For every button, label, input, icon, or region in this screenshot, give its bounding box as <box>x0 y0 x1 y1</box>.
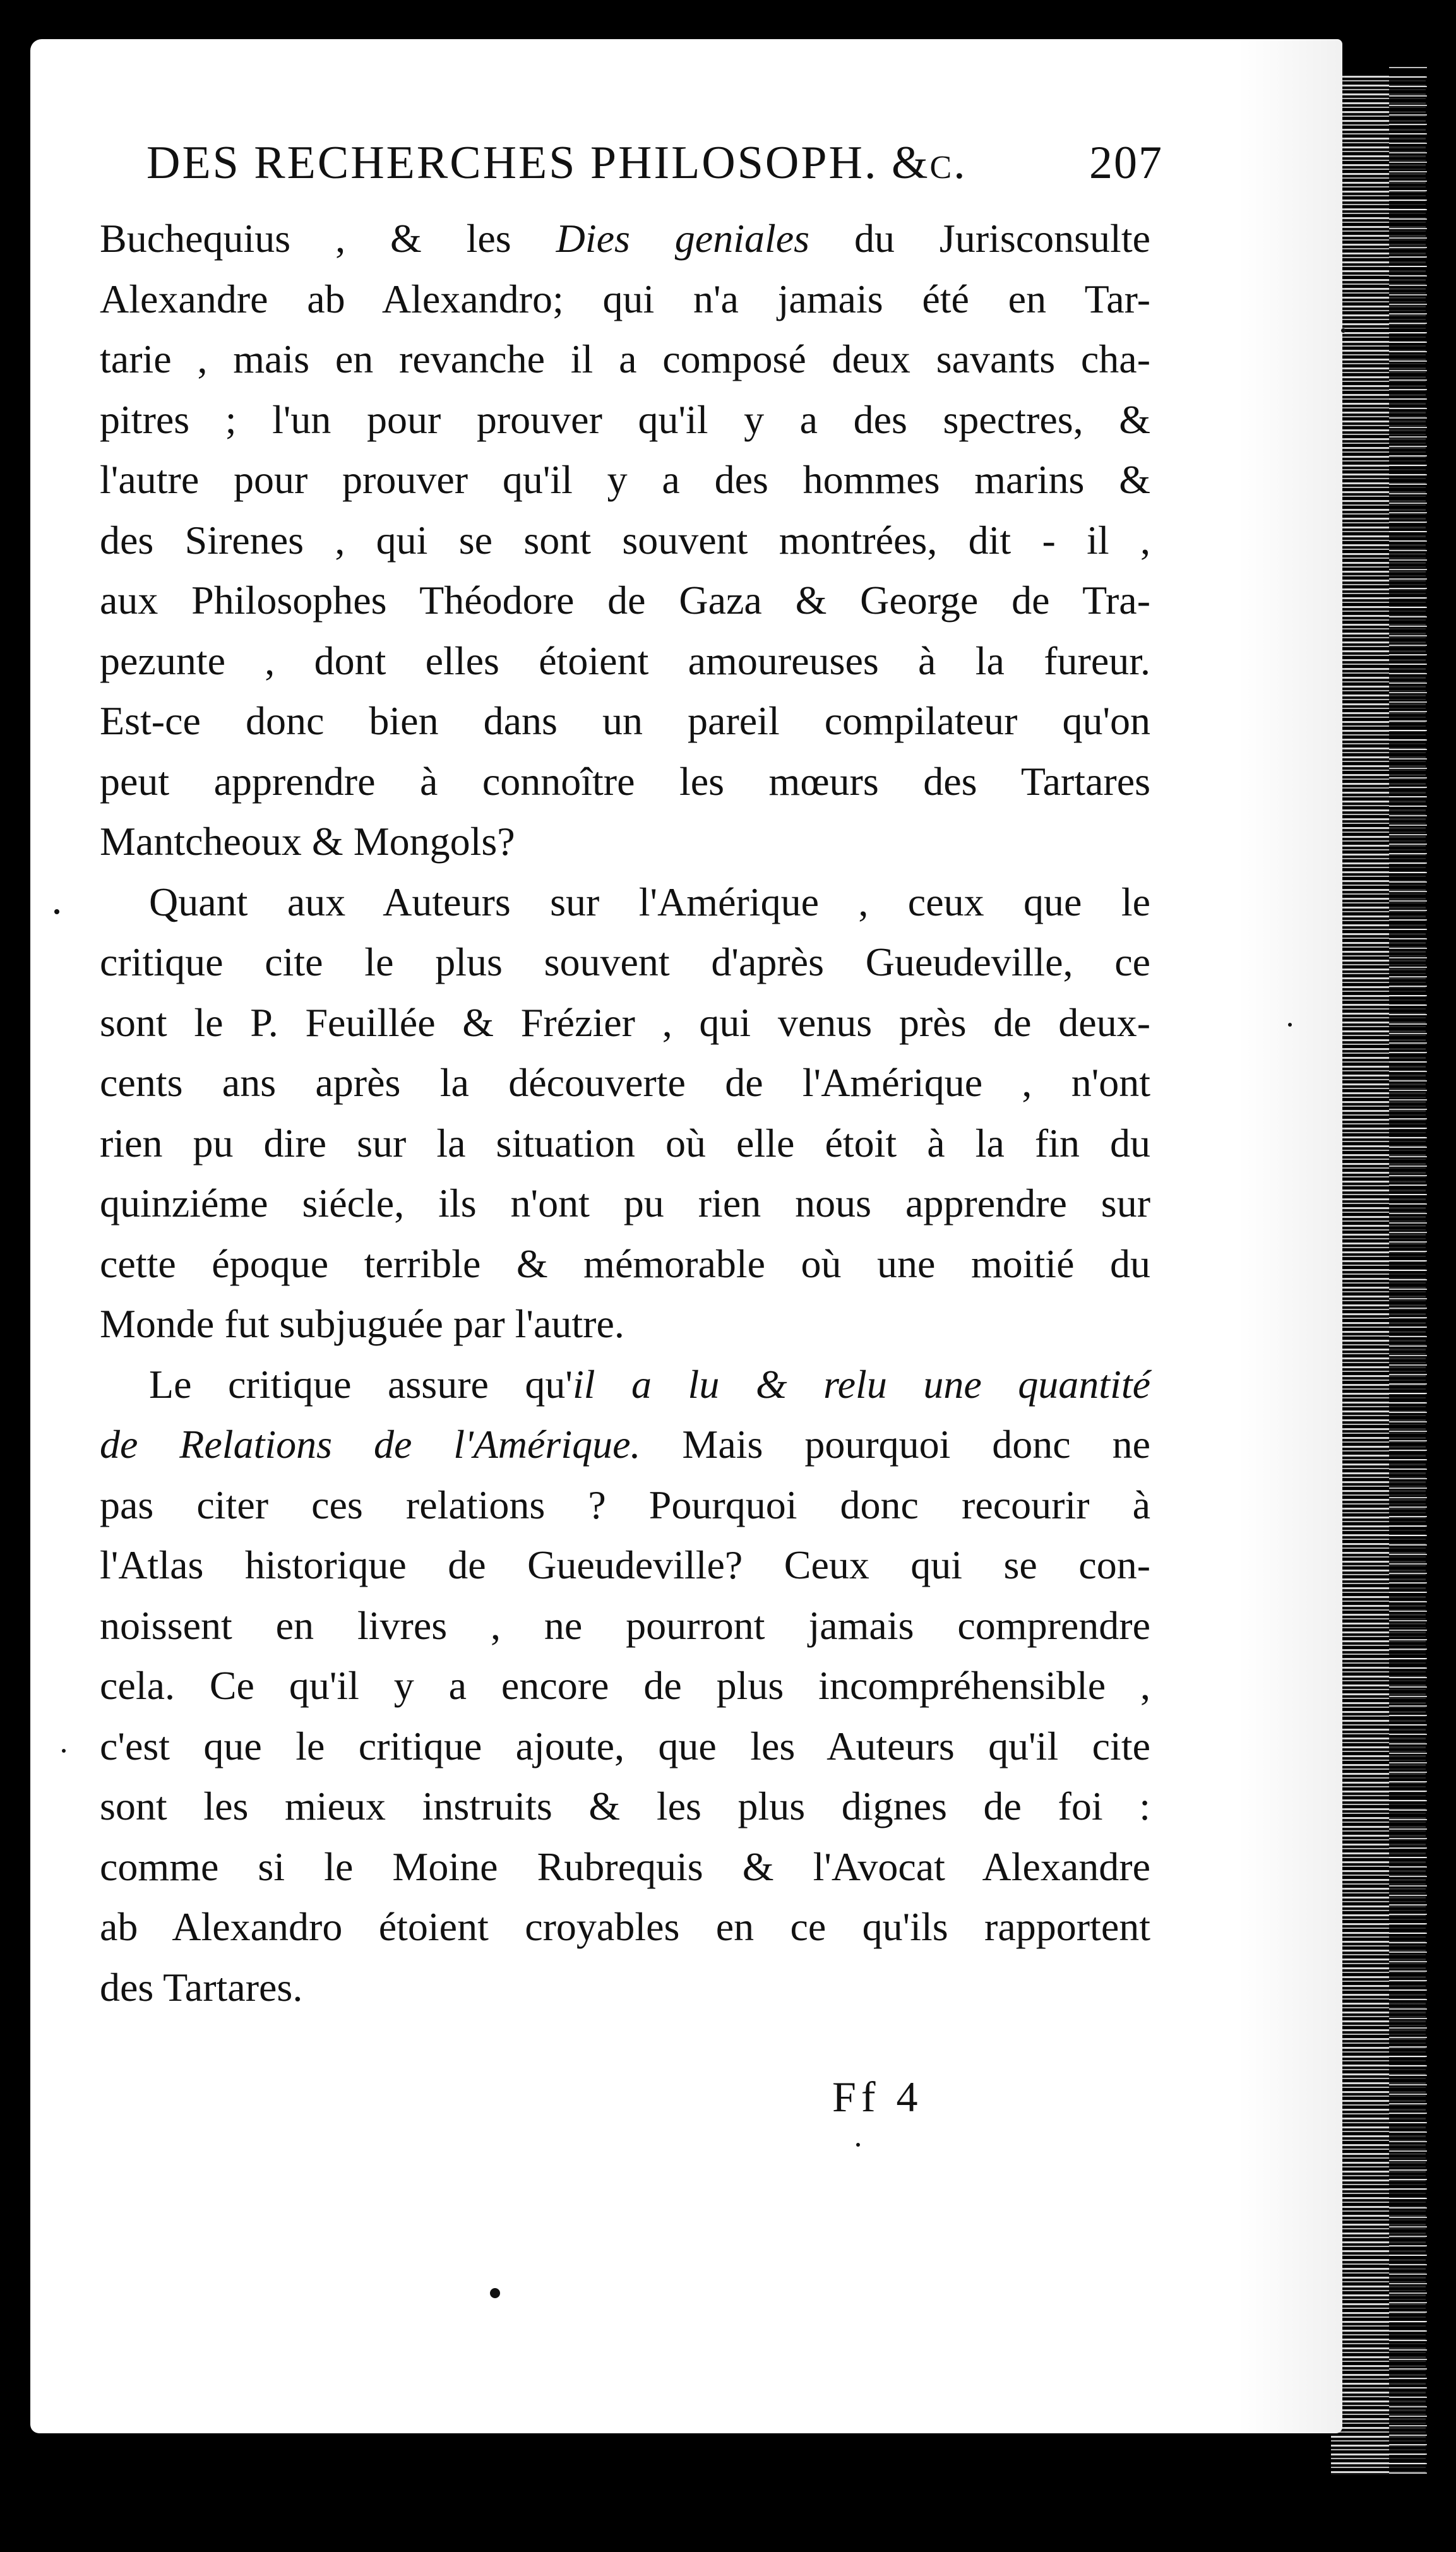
text-line: Quant aux Auteurs sur l'Amérique , ceux que le <box>149 879 1150 924</box>
text-line: cette époque terrible & mémorable où une moitié du <box>100 1241 1150 1286</box>
text-line: des Sirenes , qui se sont souvent montrées, dit - il , <box>100 517 1150 563</box>
text-line: l'autre pour prouver qu'il y a des hommes marins & <box>100 457 1150 502</box>
text-line: l'Atlas historique de Gueudeville? Ceux qui se con- <box>100 1542 1150 1587</box>
ink-speck <box>1288 1023 1292 1027</box>
text-line: tarie , mais en revanche il a composé deux savants cha- <box>100 337 1150 381</box>
running-head <box>146 136 1163 190</box>
text-line: critique cite le plus souvent d'après Gueudeville, ce <box>100 939 1150 984</box>
running-head-title: DES RECHERCHES PHILOSOPH. &c. <box>146 137 967 189</box>
text-line: Mantcheoux & Mongols? <box>100 819 515 864</box>
text-line: Monde fut subjuguée par l'autre. <box>100 1301 624 1346</box>
page-edges-outer <box>1389 63 1427 2481</box>
ink-speck <box>856 2143 860 2147</box>
text-line: c'est que le critique ajoute, que les Auteurs qu'il cite <box>100 1723 1150 1768</box>
text-line: noissent en livres , ne pourront jamais comprendre <box>100 1602 1150 1648</box>
page-number: 207 <box>1089 137 1163 189</box>
text-line: pitres ; l'un pour prouver qu'il y a des spectres, & <box>100 397 1150 442</box>
ink-speck <box>1341 328 1346 333</box>
text-line: Alexandre ab Alexandro; qui n'a jamais été en Tar- <box>100 276 1150 321</box>
text-line: Buchequius , & les Dies geniales du Jurisconsulte <box>100 216 1151 261</box>
text-line: cents ans après la découverte de l'Amérique , n'ont <box>100 1060 1150 1105</box>
text-line: quinziéme siécle, ils n'ont pu rien nous apprendre sur <box>100 1181 1150 1225</box>
text-line: sont le P. Feuillée & Frézier , qui venus près de deux- <box>100 999 1150 1045</box>
text-line: peut apprendre à connoître les mœurs des Tartares <box>100 758 1150 804</box>
page-body <box>100 208 1150 2017</box>
text-line: pezunte , dont elles étoient amoureuses à la fureur. <box>100 638 1150 683</box>
text-line: sont les mieux instruits & les plus dignes de foi : <box>100 1784 1150 1828</box>
text-line: Est-ce donc bien dans un pareil compilateur qu'on <box>100 698 1150 743</box>
text-line: de Relations de l'Amérique. Mais pourquoi donc ne <box>100 1422 1151 1467</box>
ink-speck <box>490 2288 500 2298</box>
text-line: aux Philosophes Théodore de Gaza & George de Tra- <box>100 578 1150 623</box>
text-line: rien pu dire sur la situation où elle étoit à la fin du <box>100 1120 1150 1166</box>
ink-speck <box>62 1749 66 1753</box>
signature-mark: Ff 4 <box>832 2073 923 2121</box>
text-line: ab Alexandro étoient croyables en ce qu'ils rapportent <box>100 1904 1150 1949</box>
italic-title: Dies geniales <box>556 216 810 261</box>
text-line: cela. Ce qu'il y a encore de plus incompréhensible , <box>100 1663 1150 1708</box>
text-line: comme si le Moine Rubrequis & l'Avocat Alexandre <box>100 1844 1150 1889</box>
ink-speck <box>54 909 59 914</box>
text-line: pas citer ces relations ? Pourquoi donc recourir à <box>100 1482 1150 1527</box>
page-shadow <box>1238 39 1345 2433</box>
text-line: Le critique assure qu'il a lu & relu une quantité <box>149 1361 1151 1407</box>
text-line: des Tartares. <box>100 1964 303 2010</box>
